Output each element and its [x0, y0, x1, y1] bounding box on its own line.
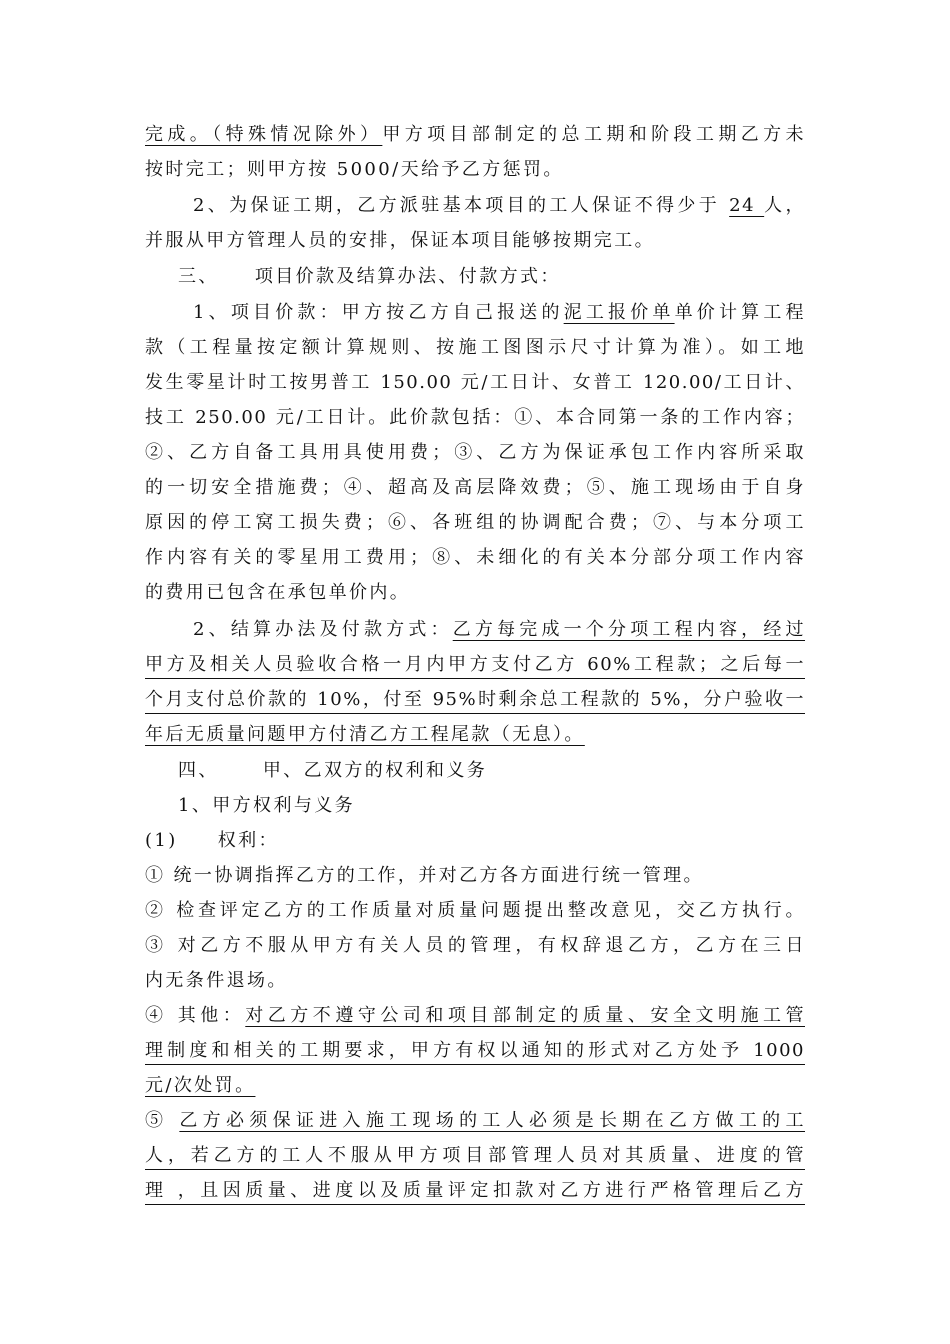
text-line: ④ 其他：对乙方不遵守公司和项目部制定的质量、安全文明施工管: [145, 1005, 805, 1026]
text-line: 发生零星计时工按男普工 150.00 元/工日计、女普工 120.00/工日计、: [145, 372, 805, 393]
text-line: 2、为保证工期，乙方派驻基本项目的工人保证不得少于 24 人，: [193, 195, 806, 216]
text-line: (1) 权利：: [145, 830, 279, 851]
text-line: ③ 对乙方不服从甲方有关人员的管理，有权辞退乙方，乙方在三日: [145, 935, 805, 956]
text-line: 完成。（特殊情况除外）甲方项目部制定的总工期和阶段工期乙方未: [145, 124, 806, 145]
text-line: 2、结算办法及付款方式：乙方每完成一个分项工程内容，经过: [193, 619, 806, 640]
text-line: 内无条件退场。: [145, 970, 288, 991]
text-line: ⑤ 乙方必须保证进入施工现场的工人必须是长期在乙方做工的工: [145, 1110, 805, 1131]
text-line: 作内容有关的零星用工费用；⑧、未细化的有关本分部分项工作内容: [145, 547, 805, 568]
text-line: 年后无质量问题甲方付清乙方工程尾款（无息）。: [145, 724, 585, 745]
section-heading: 三、 项目价款及结算办法、付款方式：: [178, 266, 561, 287]
text-line: 款（工程量按定额计算规则、按施工图图示尺寸计算为准）。如工地: [145, 337, 805, 358]
text-line: 并服从甲方管理人员的安排，保证本项目能够按期完工。: [145, 230, 655, 251]
text-line: 原因的停工窝工损失费；⑥、各班组的协调配合费；⑦、与本分项工: [145, 512, 805, 533]
text-line: 1、项目价款：甲方按乙方自己报送的泥工报价单单价计算工程: [193, 302, 806, 323]
text-line: 理制度和相关的工期要求，甲方有权以通知的形式对乙方处予 1000: [145, 1040, 805, 1065]
section-heading: 四、 甲、乙双方的权利和义务: [178, 760, 488, 781]
text-line: 的一切安全措施费；④、超高及高层降效费；⑤、施工现场由于自身: [145, 477, 805, 498]
text-line: 的费用已包含在承包单价内。: [145, 582, 411, 603]
text-line: 理 ，且因质量、进度以及质量评定扣款对乙方进行严格管理后乙方: [145, 1180, 805, 1205]
text-line: 按时完工；则甲方按 5000/天给予乙方惩罚。: [145, 159, 564, 180]
text-line: 1、甲方权利与义务: [178, 795, 356, 816]
text-line: 技工 250.00 元/工日计。此价款包括：①、本合同第一条的工作内容；: [145, 407, 805, 428]
text-line: 人，若乙方的工人不服从甲方项目部管理人员对其质量、进度的管: [145, 1145, 805, 1170]
text-line: 元/次处罚。: [145, 1075, 256, 1096]
text-line: 甲方及相关人员验收合格一月内甲方支付乙方 60%工程款；之后每一: [145, 654, 805, 679]
text-line: 个月支付总价款的 10%，付至 95%时剩余总工程款的 5%，分户验收一: [145, 689, 805, 714]
text-line: ① 统一协调指挥乙方的工作，并对乙方各方面进行统一管理。: [145, 865, 704, 886]
text-line: ② 检查评定乙方的工作质量对质量问题提出整改意见，交乙方执行。: [145, 900, 805, 921]
text-line: ②、乙方自备工具用具使用费；③、乙方为保证承包工作内容所采取: [145, 442, 805, 463]
